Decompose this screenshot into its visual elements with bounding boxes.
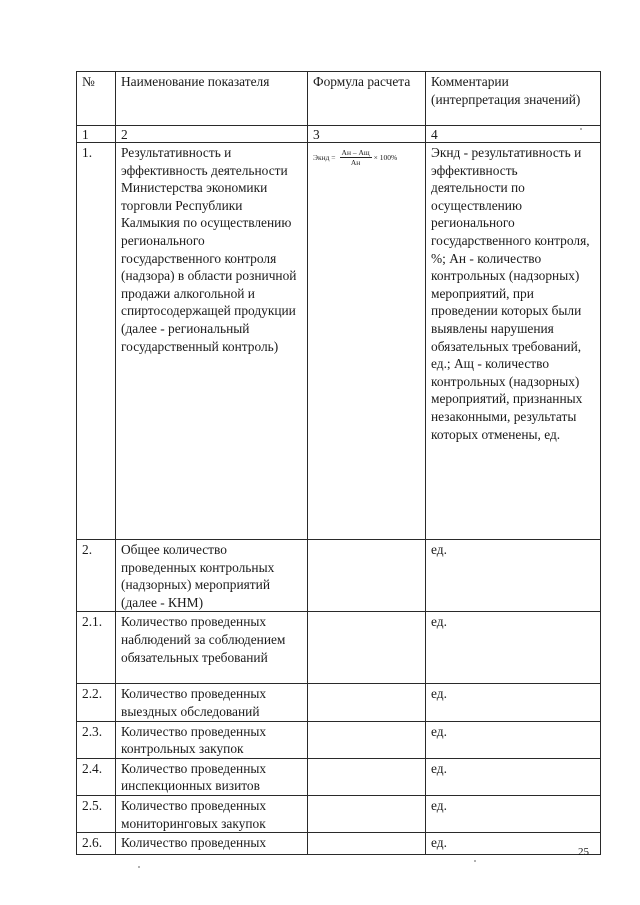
- row-num: 2.5.: [77, 795, 116, 832]
- row-name: Количество проведенных наблюдений за соблюдением обязательных требований: [116, 612, 308, 684]
- formula: [313, 148, 421, 167]
- page-number: 25: [578, 846, 589, 858]
- row-comment: Экнд - результативность и эффективность деятельности по осуществлению регионального государственного контроля, %; Ан - количество контрольных (надзорных) мероприятий, при проведении которых были выявлены нарушения обязательных требований, ед.; Ащ - количество контрольных (надзорных) мероприятий, признанных незаконными, результаты которых отменены, ед.: [426, 143, 601, 540]
- table-row: [77, 833, 601, 855]
- formula-lhs: Экнд =: [313, 153, 336, 162]
- header-formula: Формула расчета: [308, 72, 426, 126]
- table-row: [77, 143, 601, 540]
- row-comment: ед.: [426, 540, 601, 612]
- indicators-table: [76, 71, 601, 855]
- column-number: 3: [308, 126, 426, 143]
- formula-suffix: × 100%: [373, 153, 398, 162]
- column-number: 4: [426, 126, 601, 143]
- row-formula: [308, 758, 426, 795]
- row-num: 2.: [77, 540, 116, 612]
- table-row: [77, 612, 601, 684]
- scan-speck: [474, 860, 476, 862]
- row-comment: ед.: [426, 684, 601, 721]
- row-num: 2.1.: [77, 612, 116, 684]
- table-row: [77, 684, 601, 721]
- row-name: Количество проведенных контрольных закупок: [116, 721, 308, 758]
- column-number: 2: [116, 126, 308, 143]
- row-formula: [308, 721, 426, 758]
- row-formula: [308, 143, 426, 540]
- table-row: [77, 540, 601, 612]
- row-comment: ед.: [426, 795, 601, 832]
- row-name: Общее количество проведенных контрольных (надзорных) мероприятий (далее - КНМ): [116, 540, 308, 612]
- row-num: 2.2.: [77, 684, 116, 721]
- row-name: Количество проведенных мониторинговых закупок: [116, 795, 308, 832]
- row-name: Результативность и эффективность деятельности Министерства экономики торговли Республики Калмыкия по осуществлению регионального государственного контроля (надзора) в области розничной продажи алкогольной и спиртосодержащей продукции (далее - региональный государственный контроль): [116, 143, 308, 540]
- row-comment: ед.: [426, 612, 601, 684]
- row-formula: [308, 684, 426, 721]
- row-comment: ед.: [426, 721, 601, 758]
- header-name: Наименование показателя: [116, 72, 308, 126]
- table-header-row: [77, 72, 601, 126]
- row-formula: [308, 612, 426, 684]
- row-formula: [308, 540, 426, 612]
- formula-numerator: Ан – Ащ: [341, 148, 370, 157]
- row-num: 2.4.: [77, 758, 116, 795]
- row-comment: ед.: [426, 758, 601, 795]
- row-name: Количество проведенных выездных обследований: [116, 684, 308, 721]
- row-num: 2.3.: [77, 721, 116, 758]
- formula-denominator: Ан: [350, 158, 361, 167]
- header-comment: Комментарии (интерпретация значений): [426, 72, 601, 126]
- row-num: 2.6.: [77, 833, 116, 855]
- formula-fraction: [340, 148, 372, 167]
- row-name: Количество проведенных инспекционных визитов: [116, 758, 308, 795]
- scan-speck: [580, 128, 582, 130]
- row-num: 1.: [77, 143, 116, 540]
- column-number: 1: [77, 126, 116, 143]
- scan-speck: [138, 866, 140, 868]
- column-number-row: [77, 126, 601, 143]
- table-row: [77, 758, 601, 795]
- table-row: [77, 721, 601, 758]
- row-formula: [308, 833, 426, 855]
- table-row: [77, 795, 601, 832]
- row-name: Количество проведенных: [116, 833, 308, 855]
- row-formula: [308, 795, 426, 832]
- row-comment: ед.: [426, 833, 601, 855]
- header-num: №: [77, 72, 116, 126]
